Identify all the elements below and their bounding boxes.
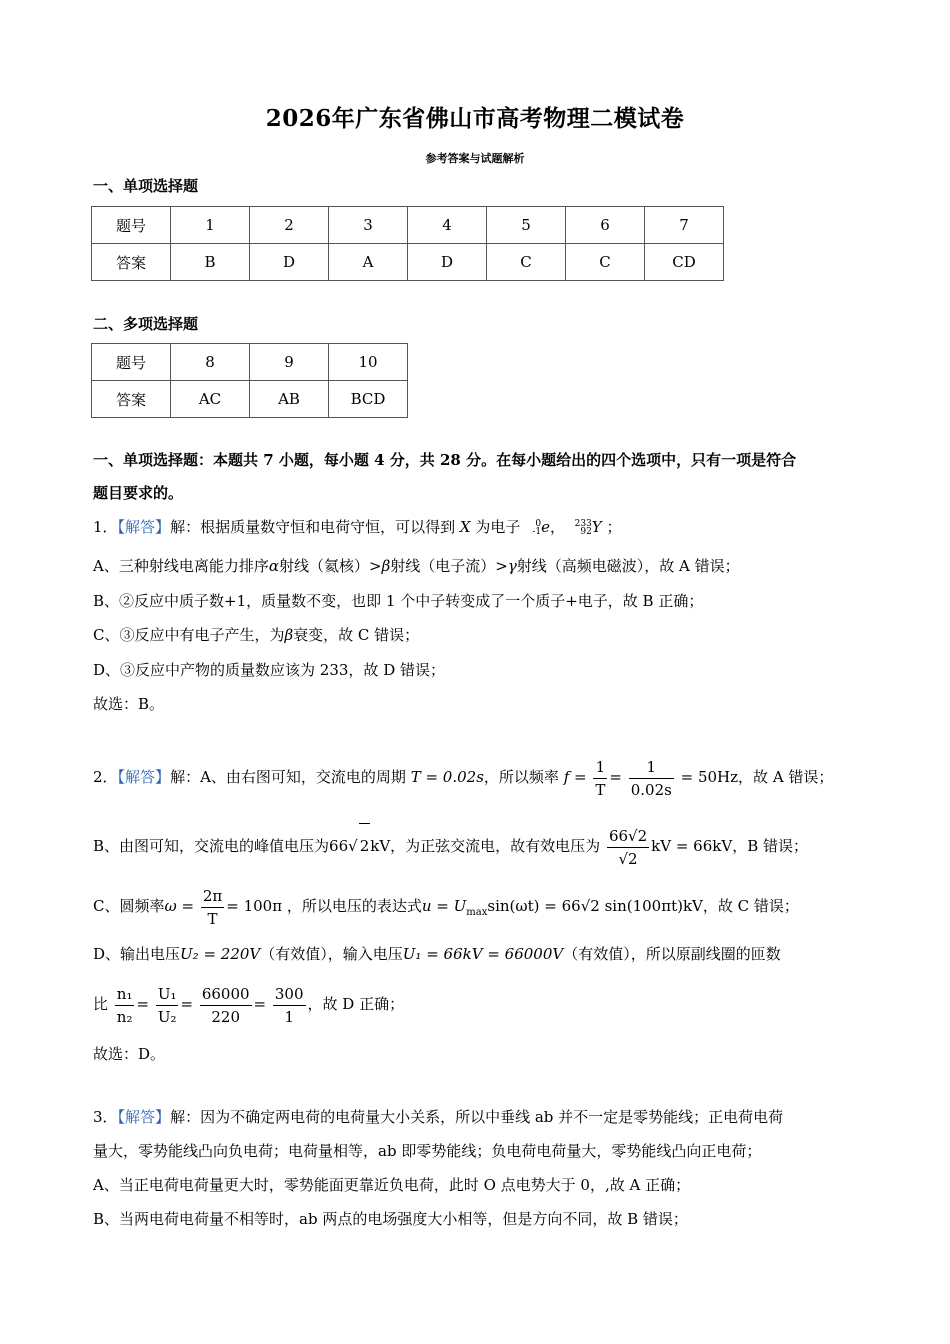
table-cell: 4 [408, 207, 487, 244]
multi-choice-answer-table [91, 343, 408, 418]
table-cell: 2 [250, 207, 329, 244]
q2-c-end: ，故 C 错误； [702, 897, 799, 915]
denominator: T [207, 909, 218, 928]
q1-mid-text: 为电子 [475, 518, 521, 536]
table-cell: 答案 [92, 381, 171, 418]
fraction [156, 983, 179, 1028]
q3-answer-tag: 【解答】 [117, 1108, 171, 1126]
numerator: n₁ [115, 983, 135, 1006]
output-voltage: U₂ = 220V [180, 945, 261, 963]
q1-a-text: 射线（电子流）> [390, 557, 508, 575]
table-cell: D [408, 244, 487, 281]
fraction [629, 756, 674, 801]
table-cell: 题号 [92, 207, 171, 244]
q1-option-b: B、②反应中质子数+1，质量数不变，也即 1 个中子转变成了一个质子+电子，故 B 正确； [93, 592, 704, 610]
fraction [200, 983, 252, 1028]
fraction [201, 885, 224, 930]
q2-answer-tag: 【解答】 [117, 768, 171, 786]
denominator: U₂ [157, 1007, 177, 1026]
y-symbol: Y [591, 518, 602, 536]
single-choice-answer-table [91, 206, 724, 281]
q2-d-text: （有效值），所以原副线圈的匝数 [563, 945, 781, 963]
q2-option-d [93, 944, 781, 964]
section2-heading: 二、多项选择题 [93, 315, 199, 333]
q1-a-text: 射线（高频电磁波），故 A 错误； [516, 557, 740, 575]
q1-option-d: D、③反应中产物的质量数应该为 233，故 D 错误； [93, 661, 445, 679]
q2-c-text: ，所以电压的表达式 [286, 897, 422, 915]
table-cell: 题号 [92, 344, 171, 381]
q2-d-end: ，故 D 正确； [307, 995, 405, 1013]
beta-symbol: β [381, 557, 391, 575]
q2-choice: 故选：D。 [93, 1045, 166, 1063]
q1-head-text: 解：根据质量数守恒和电荷守恒，可以得到 [170, 518, 456, 536]
nuclide-charge-number: 92 [580, 527, 592, 537]
table-cell: 10 [329, 344, 408, 381]
q2-option-d-cont: 比 $\frac{\text{n₁}}{\text{n₂}}$ = $\frac{\text{U₁}}{\text{U₂}}$ = $\frac{66000}{220}$ = $\frac{300}{1}$ ，故 D 正确； [93, 984, 405, 1026]
q2-b-text: B、由图可知，交流电的峰值电压为 [93, 837, 330, 855]
table-cell: 9 [250, 344, 329, 381]
denominator: 220 [211, 1007, 240, 1026]
q1-head: 1．【解答】解：根据质量数守恒和电荷守恒，可以得到 X 为电子 0 -1 e， 233 92 Y ； [93, 517, 622, 538]
nuclide-mass-number: 0 [535, 519, 542, 529]
table-cell: 6 [566, 207, 645, 244]
q2-d-text: D、输出电压 [93, 945, 181, 963]
numerator: 300 [273, 983, 306, 1006]
table-cell: C [566, 244, 645, 281]
q2-a-text: 解：A、由右图可知，交流电的周期 [170, 768, 406, 786]
numerator: 2π [201, 885, 224, 908]
table-cell: 3 [329, 207, 408, 244]
q1-choice: 故选：B。 [93, 695, 165, 713]
numerator: 1 [629, 756, 674, 779]
q3-line-1 [93, 1107, 783, 1127]
frequency-result: = 50Hz [680, 768, 739, 786]
q3-text: 解：因为不确定两电荷的电荷量大小关系，所以中垂线 ab 并不一定是零势能线；正电荷电荷 [170, 1108, 784, 1126]
table-cell: 1 [171, 207, 250, 244]
q2-option-a: 2．【解答】解：A、由右图可知，交流电的周期 T = 0.02s，所以频率 f = $\frac{1}{T}$ = $\frac{1}{0.02s}$ = 50Hz，故 A 错误； [93, 757, 834, 799]
voltage-expression-rest: sin(ωt) = 66√2 sin(100πt)kV [487, 897, 703, 915]
q1-answer-tag: 【解答】 [117, 518, 171, 536]
denominator: T [595, 780, 606, 799]
q1-option-a [93, 556, 740, 576]
table-cell: BCD [329, 381, 408, 418]
nuclide-mass-number: 233 [574, 519, 592, 529]
q2-b-end: ，B 错误； [732, 837, 808, 855]
q2-b-text: ，为正弦交流电，故有效电压为 [390, 837, 601, 855]
table-cell: D [250, 244, 329, 281]
electron-symbol: e [541, 518, 551, 536]
voltage-expression: u = U [421, 897, 467, 915]
q2-a-end: ，故 A 错误； [738, 768, 834, 786]
table-cell: AB [250, 381, 329, 418]
q2-option-c [93, 884, 799, 935]
denominator: 0.02s [630, 780, 672, 799]
peak-coefficient: 66 [329, 837, 349, 855]
q3-line-2: 量大，零势能线凸向负电荷；电荷量相等，ab 即零势能线；负电荷电荷量大，零势能线凸向正电荷； [93, 1142, 762, 1160]
denominator: √2 [618, 849, 638, 868]
table-cell: 8 [171, 344, 250, 381]
q2-number: 2． [93, 768, 118, 786]
subscript: max [466, 907, 488, 918]
numerator: 1 [593, 756, 607, 779]
fraction [607, 825, 649, 870]
table-cell: B [171, 244, 250, 281]
electron-nuclide [525, 518, 541, 538]
nuclide-charge-number: -1 [532, 527, 542, 537]
table-cell: A [329, 244, 408, 281]
table-cell: C [487, 244, 566, 281]
q2-a-text: ，所以频率 [483, 768, 559, 786]
q3-line-3: A、当正电荷电荷量更大时，零势能面更靠近负电荷，此时 O 点电势大于 0，,故 A 正确； [93, 1176, 691, 1194]
numerator: 66000 [200, 983, 252, 1006]
table-cell: 7 [645, 207, 724, 244]
sqrt-radicand: 2 [359, 823, 371, 868]
table-cell: 5 [487, 207, 566, 244]
q2-d-text: 比 [93, 995, 109, 1013]
table-cell: CD [645, 244, 724, 281]
page-subtitle: 参考答案与试题解析 [425, 152, 525, 165]
table-row [92, 344, 408, 381]
q1-option-c [93, 625, 419, 645]
q2-d-text: （有效值），输入电压 [260, 945, 403, 963]
q1-number: 1． [93, 518, 118, 536]
numerator: 66√2 [607, 825, 649, 848]
q3-line-4: B、当两电荷电荷量不相等时，ab 两点的电场强度大小相等，但是方向不同，故 B 错误； [93, 1210, 688, 1228]
numerator: U₁ [156, 983, 179, 1006]
q2-option-b: B、由图可知，交流电的峰值电压为66√ 2kV，为正弦交流电，故有效电压为 $\frac{66√2}{√2}$ kV = 66kV，B 错误； [93, 823, 808, 870]
input-voltage: U₁ = 66kV = 66000V [402, 945, 564, 963]
denominator: 1 [284, 1007, 294, 1026]
table-cell: 答案 [92, 244, 171, 281]
fraction [115, 983, 135, 1028]
q1-c-text: 衰变，故 C 错误； [293, 626, 420, 644]
frequency-symbol: f = [563, 768, 587, 786]
denominator: n₂ [116, 1007, 133, 1026]
q1-var-x: X [459, 518, 471, 536]
fraction [273, 983, 306, 1028]
q2-c-text: C、圆频率 [93, 897, 165, 915]
beta-symbol: β [284, 626, 294, 644]
intro-line-2: 题目要求的。 [93, 484, 184, 502]
omega-symbol: ω = [164, 897, 195, 915]
q1-a-text: 射线（氦核）> [278, 557, 382, 575]
table-cell: AC [171, 381, 250, 418]
effective-voltage: kV = 66kV [651, 837, 733, 855]
q1-end: ； [606, 518, 622, 536]
section1-heading: 一、单项选择题 [93, 177, 199, 195]
y-nuclide [570, 518, 592, 538]
table-row [92, 207, 724, 244]
q1-a-text: A、三种射线电离能力排序 [93, 557, 269, 575]
omega-result: = 100π [226, 897, 283, 915]
q3-number: 3． [93, 1108, 118, 1126]
q1-c-text: C、③反应中有电子产生，为 [93, 626, 285, 644]
gamma-symbol: γ [507, 557, 517, 575]
alpha-symbol: α [268, 557, 279, 575]
unit: kV [370, 837, 391, 855]
table-row [92, 381, 408, 418]
table-row [92, 244, 724, 281]
period-formula: T = 0.02s [410, 768, 484, 786]
fraction [593, 756, 607, 801]
intro-line-1: 一、单项选择题：本题共 7 小题，每小题 4 分，共 28 分。在每小题给出的四个选项中，只有一项是符合 [93, 451, 797, 469]
page-title: 2026年广东省佛山市高考物理二模试卷 [265, 105, 685, 132]
